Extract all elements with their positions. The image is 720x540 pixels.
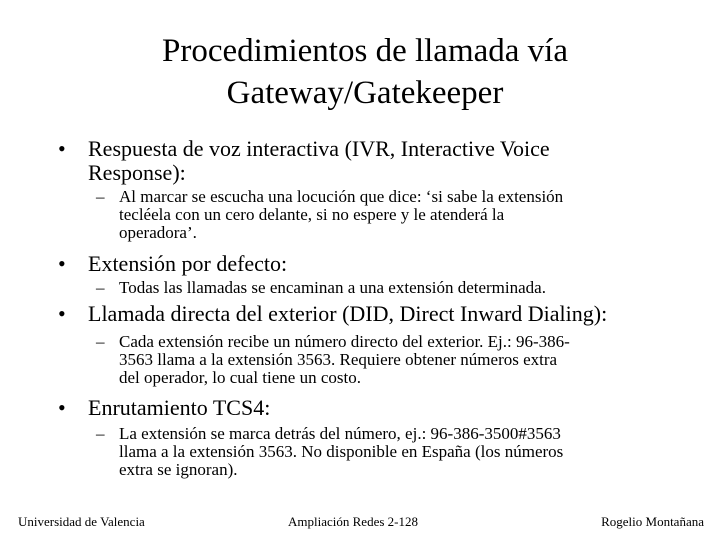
dash-marker: –	[96, 332, 105, 351]
sub-bullet-line: Al marcar se escucha una locución que dice: ‘si sabe la extensión	[119, 187, 564, 206]
sub-bullet-line: tecléela con un cero delante, si no espere y le atenderá la	[119, 205, 505, 224]
sub-bullet-line: La extensión se marca detrás del número, ej.: 96-386-3500#3563	[119, 424, 561, 443]
sub-bullet-line: del operador, lo cual tiene un costo.	[119, 368, 361, 387]
sub-bullet-line: extra se ignoran).	[119, 460, 238, 479]
sub-bullet-text	[119, 333, 679, 387]
bullet-marker: •	[58, 136, 66, 161]
bullet-text	[88, 252, 720, 276]
sub-bullet-line: 3563 llama a la extensión 3563. Requiere obtener números extra	[119, 350, 558, 369]
footer-course: Ampliación Redes 2-128	[288, 514, 418, 529]
footer-author: Rogelio Montañana	[601, 514, 704, 529]
footer-university: Universidad de Valencia	[18, 514, 145, 529]
sub-bullet-line: Cada extensión recibe un número directo del exterior. Ej.: 96-386-	[119, 332, 570, 351]
sub-bullet-text	[119, 279, 679, 297]
slide-title	[60, 30, 670, 114]
bullet-line: Response):	[88, 160, 186, 185]
bullet-text	[88, 396, 720, 420]
bullet-text	[88, 302, 720, 326]
slide-title-line-2: Gateway/Gatekeeper	[226, 75, 504, 111]
sub-bullet-line: Todas las llamadas se encaminan a una extensión determinada.	[119, 278, 546, 297]
dash-marker: –	[96, 187, 105, 206]
bullet-line: Llamada directa del exterior (DID, Direct Inward Dialing):	[88, 301, 608, 326]
sub-bullet-text	[119, 425, 679, 479]
sub-bullet-line: operadora’.	[119, 223, 197, 242]
bullet-text	[88, 137, 720, 185]
bullet-marker: •	[58, 301, 66, 326]
sub-bullet-text	[119, 188, 679, 242]
bullet-marker: •	[58, 395, 66, 420]
bullet-line: Enrutamiento TCS4:	[88, 395, 271, 420]
dash-marker: –	[96, 278, 105, 297]
bullet-marker: •	[58, 251, 66, 276]
slide-title-line-1: Procedimientos de llamada vía	[162, 33, 568, 69]
dash-marker: –	[96, 424, 105, 443]
sub-bullet-line: llama a la extensión 3563. No disponible en España (los números	[119, 442, 564, 461]
bullet-line: Respuesta de voz interactiva (IVR, Interactive Voice	[88, 136, 550, 161]
bullet-line: Extensión por defecto:	[88, 251, 288, 276]
